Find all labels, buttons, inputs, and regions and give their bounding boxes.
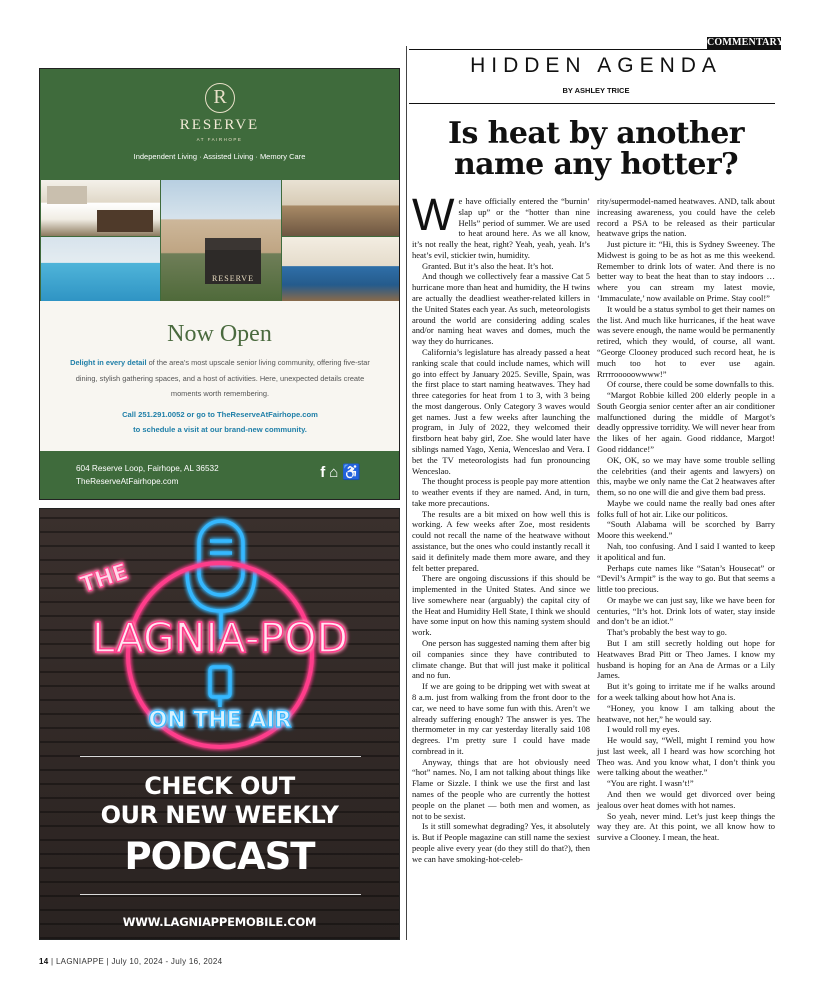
article-paragraph: And though we collectively fear a massive Cat 5 hurricane more than heat and humidity, the H twins are actually the deadliest weather-related killers in the United States each year. As such, meteorologists around the world are considering adding scales and/or naming heat waves and domes, much the way they do hurricanes. — [412, 271, 590, 347]
reserve-ad-footer — [40, 451, 399, 499]
equal-housing-icon: ⌂ — [329, 464, 343, 481]
article-paragraph: e have officially entered the “burnin’ slap up” or the “hotter than nine Hells” period of summer. We are used to heat around here. As we all know, it’s not really the heat, right? Yeah, yeah, yeah. It’s heat’s evil, stickier twin, humidity. — [412, 196, 590, 260]
article-paragraph: Of course, there could be some downfalls to this. — [607, 379, 774, 390]
reserve-cta-line1[interactable]: Call 251.291.0052 or go to TheReserveAtFairhope.com — [122, 410, 318, 419]
article-paragraph: And then we would get divorced over being jealous over heat domes with hot names. — [597, 788, 775, 810]
article-headline: Is heat by another name any hotter? — [448, 116, 744, 182]
header-rule — [409, 49, 781, 50]
kitchen-photo — [41, 180, 160, 236]
article-paragraph: But I am still secretly holding out hope for Heatwaves Brad Pitt or Theo James. I know my husband is hoping for an Ana de Armas or a Lily James. — [597, 638, 775, 681]
reserve-photo-collage — [40, 178, 399, 301]
article-paragraph: There are ongoing discussions if this should be implemented in the United States. And since we live somewhere near (arguably) the capital city of the Heat and Humidity Hell State, I think we should have some input on how this naming system should work. — [412, 573, 590, 638]
byline-rule — [409, 103, 775, 104]
reserve-body-rest: of the area's most upscale senior living community, offering five-star dining, stylish gathering spaces, and a host of activities. Here, unexpected details create moments worth remembering. — [75, 358, 370, 398]
podcast-headline-line3: PODCAST — [124, 835, 315, 878]
article-paragraph: So yeah, never mind. Let’s just keep things the way they are. At this point, we all know how to survive a Clooney. I mean, the heat. — [597, 810, 775, 843]
article-column-2 — [597, 196, 775, 843]
podcast-rule-bottom — [80, 894, 361, 895]
facebook-icon[interactable]: f — [320, 464, 330, 481]
article-paragraph: He would say, “Well, might I remind you how just last week, all I heard was how scorching hot Theo was. And you know what, I don’t think you were talking about the weather.” — [597, 735, 775, 778]
podcast-headline-line2: OUR NEW WEEKLY — [100, 801, 339, 829]
article-paragraph: Or maybe we can just say, like we have been for centuries, “It’s hot. Drink lots of water, stay inside and don’t be an idiot.” — [597, 594, 775, 627]
building-photo — [161, 180, 281, 301]
reserve-logo-icon: R — [205, 83, 235, 113]
neon-title: LAGNIA-POD — [91, 614, 349, 662]
dining-photo — [282, 180, 400, 236]
podcast-ad[interactable] — [39, 508, 400, 940]
article-paragraph: “Margot Robbie killed 200 elderly people in a South Georgia senior center after an air conditioner malfunctioned during the middle of Margot’s deadly oppressive torridity. We will never hear from the likes of her again. Good riddance, Margot! Good riddance!” — [597, 390, 775, 454]
article-paragraph: Granted. But it’s also the heat. It’s hot. — [422, 260, 554, 271]
neon-sub: ON THE AIR — [148, 708, 292, 733]
neon-the: THE — [77, 559, 132, 599]
podcast-headline-line1: CHECK OUT — [144, 772, 295, 800]
reserve-footer-icons — [320, 463, 365, 481]
article-paragraph: That’s probably the best way to go. — [607, 627, 727, 638]
reserve-headline: Now Open — [167, 321, 272, 347]
article-paragraph: The results are a bit mixed on how well this is working. A few weeks after Zoe, most residents could not recall the name of the heatwave without assistance, but the ones who could instantly recall it said it definitely made them more aware, and they felt better prepared. — [412, 508, 590, 573]
reserve-contact — [76, 462, 219, 488]
living-room-photo — [282, 237, 400, 301]
article-column-1 — [412, 189, 590, 864]
drop-cap: W — [412, 189, 455, 240]
article-paragraph: Anyway, things that are hot obviously need “hot” names. No, I am not talking about things like Flame or Sizzle. I think we use the first and last names of the people who are currently the hottest people on the planet — both men and women, as not to be sexist. — [412, 756, 590, 821]
podcast-url[interactable]: WWW.LAGNIAPPEMOBILE.COM — [122, 915, 317, 929]
article-paragraph: But it’s going to irritate me if he walks around for a week talking about how hot Ana is. — [597, 681, 775, 702]
reserve-sign: RESERVE — [205, 238, 261, 284]
reserve-body-copy — [70, 355, 370, 402]
byline: BY ASHLEY TRICE — [562, 86, 630, 95]
podcast-rule-top — [80, 756, 361, 757]
publication-name: LAGNIAPPE — [55, 957, 104, 966]
article-paragraph: California’s legislature has already passed a heat ranking scale that could include names, which will go into effect by January 2025. Seville, Spain, was the first place to start naming heatwaves. They had three categories for heat from 1 to 3, with 3 being the most dangerous. Only Category 3 waves would get names. Just a few weeks after launching the program, in July of 2022, they welcomed their firstborn heat baby girl, Zoe. She would later have siblings named Yago, Xenia, Wenceslao and Vera. I bet the TV meteorologists had fun pronouncing Wenceslao. — [412, 346, 590, 476]
article-paragraph: Perhaps cute names like “Satan’s Housecat” or “Devil’s Armpit” is the way to go. But that seems a little too precious. — [597, 562, 775, 595]
reserve-tagline: Independent Living · Assisted Living · Memory Care — [133, 152, 306, 161]
article-paragraph: It would be a status symbol to get their names on the list. And much like hurricanes, if the heat wave was severe enough, the name would be permanently retired, which they would, of course, all want. “George Clooney produced such record heat, he is much too hot to ever use again. Rrrrrooooowwww!” — [597, 303, 775, 379]
article-paragraph: rity/supermodel-named heatwaves. AND, talk about increasing awareness, you could have the celeb record a PSA to be released as their particular heatwave grips the nation. — [597, 196, 775, 239]
pool-photo — [41, 237, 160, 301]
reserve-website[interactable]: TheReserveAtFairhope.com — [76, 477, 179, 486]
column-divider — [406, 46, 407, 940]
article-paragraph: Maybe we could name the really bad ones after folks full of hot air. Like our politicos. — [597, 497, 775, 519]
article-paragraph: “South Alabama will be scorched by Barry Moore this weekend.” — [597, 519, 775, 541]
issue-dates: July 10, 2024 - July 16, 2024 — [111, 957, 223, 966]
reserve-address: 604 Reserve Loop, Fairhope, AL 36532 — [76, 464, 219, 473]
reserve-cta-line2: to schedule a visit at our brand-new community. — [133, 425, 307, 434]
page-number: 14 — [39, 957, 49, 966]
article-paragraph: One person has suggested naming them after big oil companies since they have contributed to climate change. But that will just make it political and no fun. — [412, 638, 590, 681]
column-name: HIDDEN AGENDA — [470, 54, 722, 77]
reserve-brand-sub: AT FAIRHOPE — [196, 137, 243, 142]
article-paragraph: OK, OK, so we may have some trouble selling the celebrities (and their agents and lawyers) on this, maybe we only name the Cat 2 heatwaves after them, so no one will die and give them bad press. — [597, 454, 775, 498]
article-paragraph: “You are right. I wasn’t!” — [607, 778, 694, 789]
article-paragraph: Just picture it: “Hi, this is Sydney Sweeney. The Midwest is going to be as hot as me this weekend. Remember to drink lots of water. And there is no better way to beat the heat than to stay indoors … where you can stream my latest movie, ‘Immaculate,’ now available on Prime. Stay cool!” — [597, 239, 775, 304]
article-paragraph: The thought process is people pay more attention to weather events if they are named. And, in turn, take more precautions. — [412, 476, 590, 508]
reserve-brand: RESERVE — [179, 117, 260, 133]
article-paragraph: I would roll my eyes. — [607, 724, 680, 735]
mic-stand-icon — [210, 667, 230, 707]
reserve-body-lead: Delight in every detail — [70, 358, 147, 367]
reserve-cta[interactable] — [60, 407, 380, 437]
article-paragraph: If we are going to be dripping wet with sweat at 8 a.m. just from walking from the front door to the car, we need to have some fun with this. Aren’t we already suffering enough? The answer is yes. The thermometer in my car yesterday literally said 108 degrees. I’m pretty sure I could have made cornbread in it. — [412, 681, 590, 756]
article-paragraph: Is it still somewhat degrading? Yes, it absolutely is. But if People magazine can still name the sexiest people alive every year (do they still do that?), then we can have smoking-hot-celeb- — [412, 821, 590, 864]
reserve-ad-header — [40, 69, 399, 178]
accessibility-icon: ♿ — [342, 464, 365, 481]
reserve-ad[interactable] — [39, 68, 400, 500]
section-tag: COMMENTARY — [707, 37, 785, 48]
article-paragraph: “Honey, you know I am talking about the heatwave, not her,” he would say. — [597, 702, 775, 724]
article-paragraph: Nah, too confusing. And I said I wanted to keep it apolitical and fun. — [597, 541, 775, 562]
page-footer: 14 | LAGNIAPPE | July 10, 2024 - July 16, 2024 — [39, 957, 223, 966]
